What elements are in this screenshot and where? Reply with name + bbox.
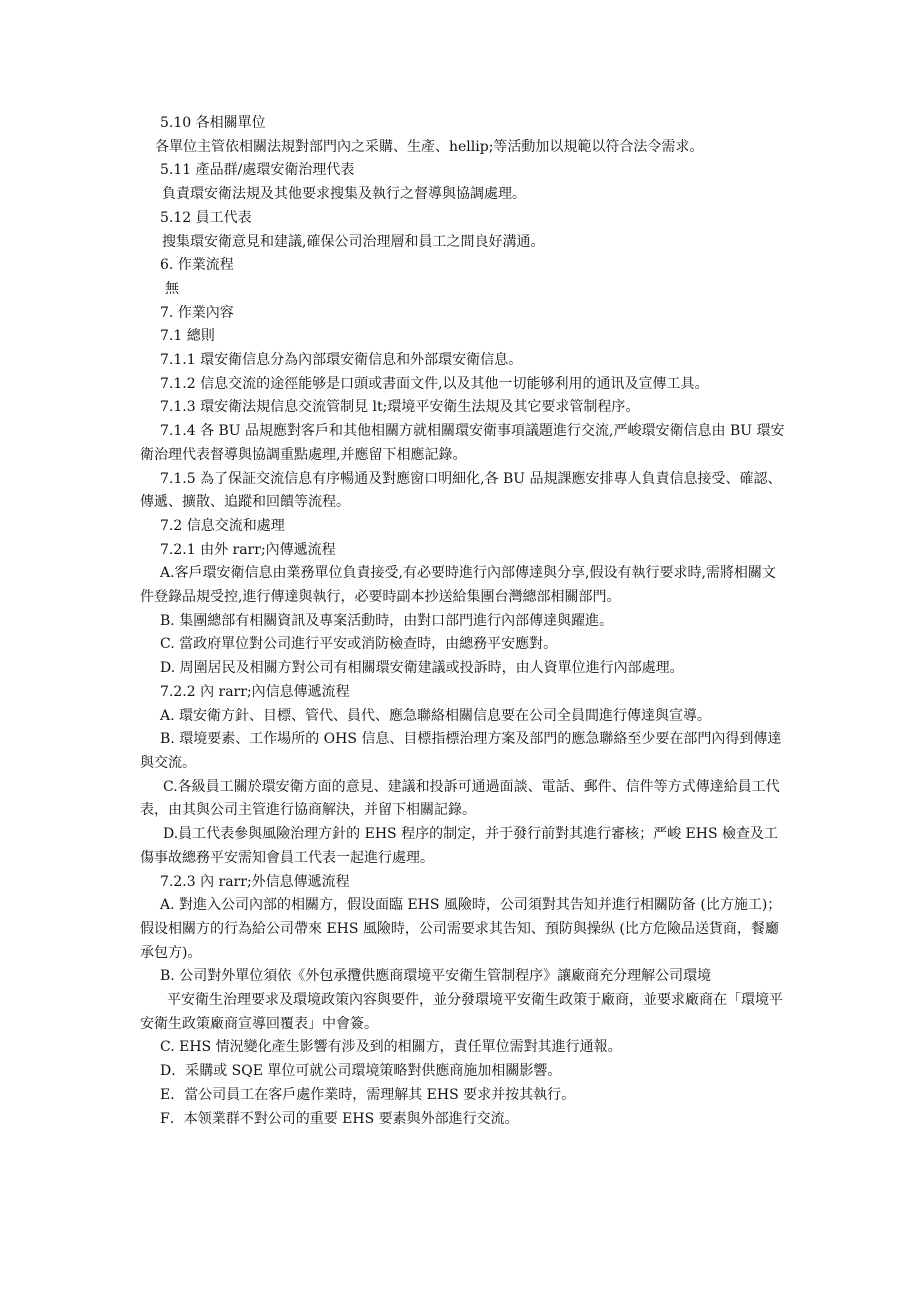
paragraph: 各單位主管依相關法規對部門內之采購、生產、hellip;等活動加以規範以符合法令需求。 bbox=[155, 138, 704, 155]
item-7-1-3: 7.1.3 環安衛法規信息交流管制見 lt;環境平安衛生法規及其它要求管制程序。 bbox=[160, 399, 640, 416]
heading-5-11: 5.11 產品群/處環安衛治理代表 bbox=[160, 162, 355, 179]
heading-7-1: 7.1 總則 bbox=[160, 328, 215, 345]
item-a-outbound: A. 對進入公司內部的相關方，假设面臨 EHS 風險時，公司須對其告知并進行相關防备 (比方施工)；假设相關方的行為給公司帶來 EHS 風險時，公司需要求其告知、預防與操纵 (比方危險品送貨商，餐廳承包方)。 bbox=[140, 897, 782, 961]
heading-7-2: 7.2 信息交流和處理 bbox=[160, 517, 285, 534]
item-7-1-4: 7.1.4 各 BU 品規應對客戶和其他相關方就相關環安衛事項議題進行交流,严峻環安衛信息由 BU 環安衛治理代表督導與協調重點處理,并應留下相應記錄。 bbox=[140, 423, 785, 463]
item-c-internal: C.各級員工關於環安衛方面的意見、建議和投訴可通過面談、電話、郵件、信件等方式傳達給員工代表，由其與公司主管進行協商解決，并留下相關記錄。 bbox=[140, 778, 780, 819]
item-c-outbound: C. EHS 情況變化產生影響有涉及到的相關方，責任單位需對其進行通報。 bbox=[160, 1039, 622, 1056]
paragraph: 搜集環安衛意見和建議,確保公司治理層和員工之間良好溝通。 bbox=[162, 233, 545, 250]
item-a-internal: A. 環安衛方針、目標、管代、員代、應急聯絡相關信息要在公司全員間進行傳達與宣導。 bbox=[160, 707, 712, 724]
item-d-external: D. 周圍居民及相關方對公司有相關環安衛建議或投訴時，由人資單位進行內部處理。 bbox=[160, 660, 684, 677]
heading-7-2-1: 7.2.1 由外 rarr;內傳遞流程 bbox=[160, 541, 336, 558]
item-d-internal: D.員工代表參與風險治理方針的 EHS 程序的制定，并于發行前對其進行審核；严峻 EHS 檢查及工傷事故總務平安需知會員工代表一起進行處理。 bbox=[140, 826, 779, 866]
item-7-1-1: 7.1.1 環安衛信息分為內部環安衛信息和外部環安衛信息。 bbox=[160, 352, 523, 369]
heading-6: 6. 作業流程 bbox=[160, 257, 234, 274]
item-e-outbound: E．當公司員工在客戶處作業時，需理解其 EHS 要求并按其執行。 bbox=[160, 1086, 576, 1103]
paragraph: 無 bbox=[165, 280, 179, 297]
item-7-1-2: 7.1.2 信息交流的途徑能够是口頭或書面文件,以及其他一切能够利用的通讯及宣傳工具。 bbox=[160, 375, 709, 392]
item-b-outbound: B. 公司對外單位須依《外包承攬供應商環境平安衛生管制程序》讓廠商充分理解公司環境 bbox=[160, 968, 712, 985]
item-b-outbound-continued: 平安衛生治理要求及環境政策內容與要件，並分發環境平安衛生政策于廠商，並要求廠商在「環境平安衛生政策廠商宣導回覆表」中會簽。 bbox=[140, 992, 783, 1032]
document-page bbox=[140, 112, 785, 1131]
paragraph: 負責環安衛法規及其他要求搜集及執行之督導與協調處理。 bbox=[162, 186, 526, 203]
item-f-outbound: F．本领業群不對公司的重要 EHS 要素與外部進行交流。 bbox=[160, 1110, 519, 1127]
item-7-1-5: 7.1.5 為了保証交流信息有序暢通及對應窗口明細化,各 BU 品規課應安排專人負責信息接受、確認、傳遞、擴散、追蹤和回饋等流程。 bbox=[140, 470, 782, 511]
item-b-internal: B. 環境要素、工作場所的 OHS 信息、目標指標治理方案及部門的應急聯絡至少要在部門內得到傳達與交流。 bbox=[140, 731, 782, 771]
heading-5-12: 5.12 員工代表 bbox=[160, 209, 252, 226]
heading-7-2-3: 7.2.3 內 rarr;外信息傳遞流程 bbox=[160, 873, 350, 890]
item-d-outbound: D．采購或 SQE 單位可就公司環境策略對供應商施加相關影響。 bbox=[160, 1063, 562, 1080]
item-c-external: C. 當政府單位對公司進行平安或消防檢查時，由總務平安應對。 bbox=[160, 636, 558, 653]
item-a-external: A.客戶環安衛信息由業務單位負責接受,有必要時進行內部傳達與分享,假设有執行要求時,需將相關文件登錄品規受控,進行傳達與執行，必要時副本抄送給集團台灣總部相關部門。 bbox=[140, 565, 776, 606]
heading-7: 7. 作業內容 bbox=[160, 304, 234, 321]
heading-7-2-2: 7.2.2 內 rarr;內信息傳遞流程 bbox=[160, 683, 350, 700]
item-b-external: B. 集團總部有相關資訊及專案活動時，由對口部門進行內部傳達與躍進。 bbox=[160, 612, 614, 629]
heading-5-10: 5.10 各相關單位 bbox=[160, 115, 266, 131]
